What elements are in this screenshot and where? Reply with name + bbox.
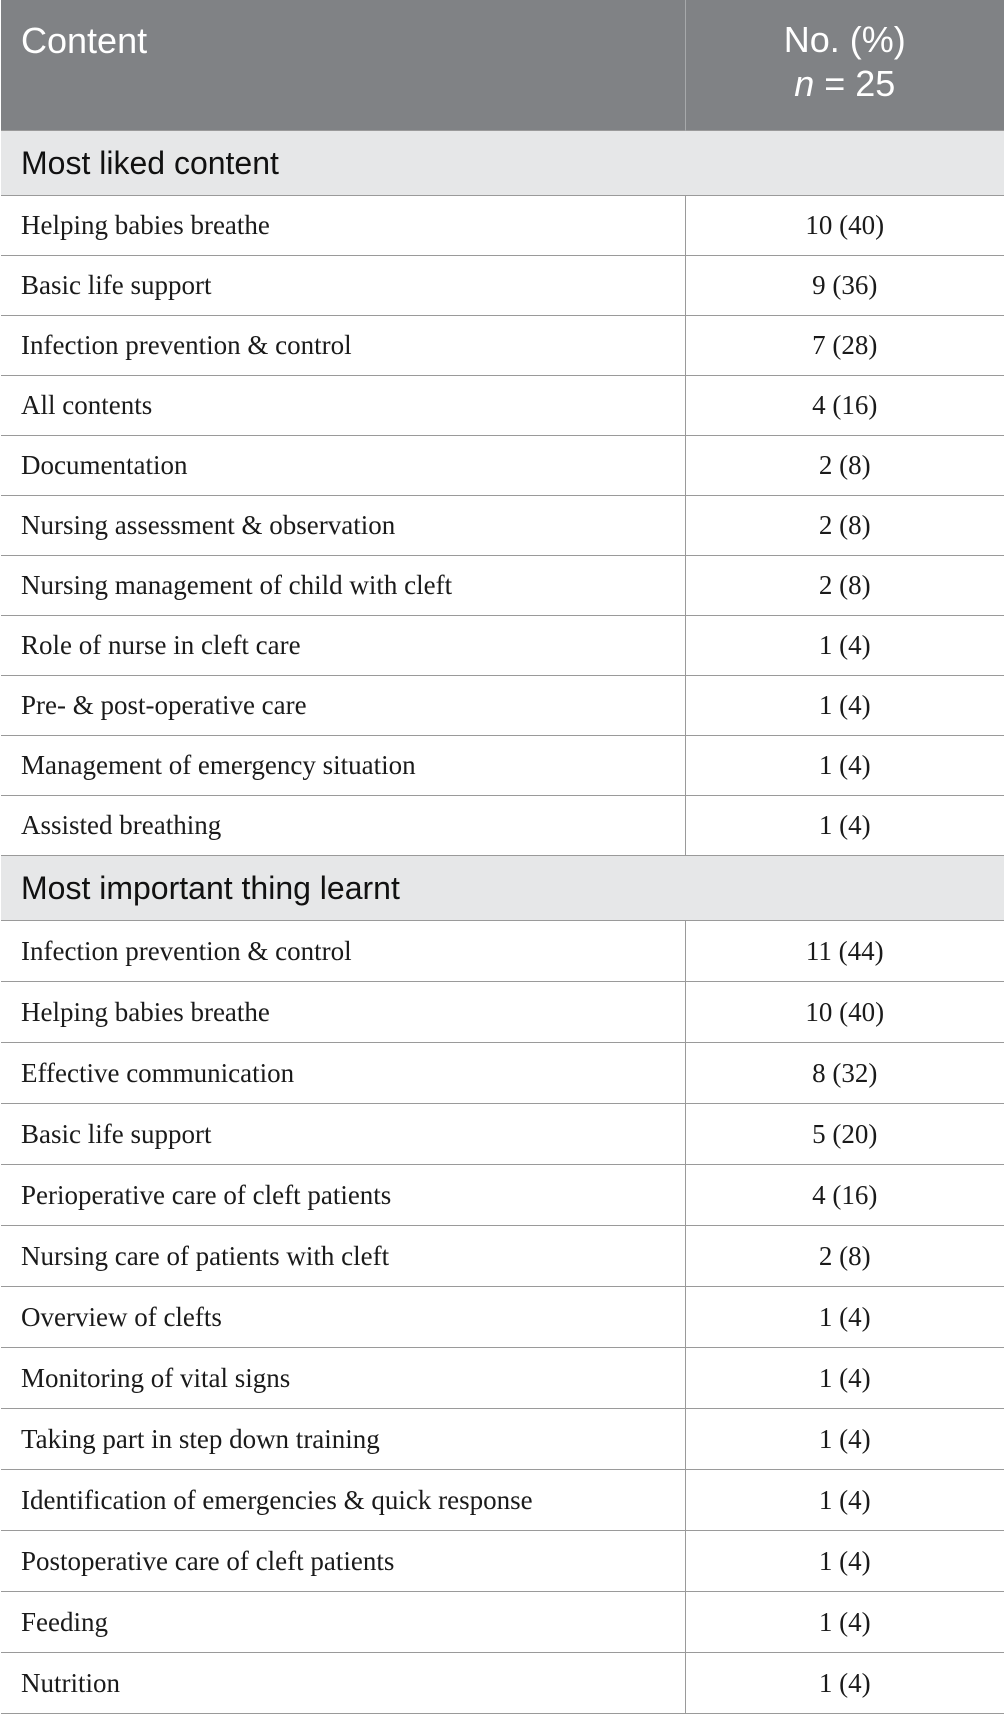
- table-row: [1, 616, 1004, 676]
- row-label: Identification of emergencies & quick response: [1, 1470, 685, 1531]
- row-label: Infection prevention & control: [1, 921, 685, 982]
- row-label: Role of nurse in cleft care: [1, 616, 685, 676]
- row-value: 10 (40): [685, 196, 1004, 256]
- table-row: [1, 1226, 1004, 1287]
- row-value: 11 (44): [685, 921, 1004, 982]
- row-value: 1 (4): [685, 796, 1004, 856]
- row-label: Infection prevention & control: [1, 316, 685, 376]
- section-title: Most liked content: [1, 131, 1004, 196]
- table-row: [1, 1592, 1004, 1653]
- row-label: Nursing assessment & observation: [1, 496, 685, 556]
- table-row: [1, 1287, 1004, 1348]
- header-row: [1, 0, 1004, 131]
- header-sample-size: [686, 62, 1005, 106]
- row-value: 1 (4): [685, 616, 1004, 676]
- row-label: Effective communication: [1, 1043, 685, 1104]
- section-title: Most important thing learnt: [1, 856, 1004, 921]
- row-value: 1 (4): [685, 1531, 1004, 1592]
- section-header: [1, 131, 1004, 196]
- table-row: [1, 736, 1004, 796]
- row-label: Postoperative care of cleft patients: [1, 1531, 685, 1592]
- row-label: All contents: [1, 376, 685, 436]
- table-row: [1, 436, 1004, 496]
- row-label: Management of emergency situation: [1, 736, 685, 796]
- row-value: 1 (4): [685, 1348, 1004, 1409]
- table-row: [1, 316, 1004, 376]
- row-label: Nursing management of child with cleft: [1, 556, 685, 616]
- content-table: [1, 0, 1004, 1714]
- section-most-liked: [1, 131, 1004, 856]
- row-value: 1 (4): [685, 1287, 1004, 1348]
- header-count-label: No. (%): [783, 19, 906, 60]
- table-row: [1, 676, 1004, 736]
- table-row: [1, 376, 1004, 436]
- table-row: [1, 196, 1004, 256]
- row-label: Assisted breathing: [1, 796, 685, 856]
- row-value: 2 (8): [685, 496, 1004, 556]
- table-row: [1, 256, 1004, 316]
- row-value: 5 (20): [685, 1104, 1004, 1165]
- row-value: 1 (4): [685, 1470, 1004, 1531]
- row-value: 1 (4): [685, 736, 1004, 796]
- row-value: 2 (8): [685, 1226, 1004, 1287]
- row-label: Documentation: [1, 436, 685, 496]
- row-value: 4 (16): [685, 376, 1004, 436]
- row-value: 1 (4): [685, 1592, 1004, 1653]
- row-value: 1 (4): [685, 676, 1004, 736]
- row-label: Basic life support: [1, 1104, 685, 1165]
- table-row: [1, 982, 1004, 1043]
- row-label: Monitoring of vital signs: [1, 1348, 685, 1409]
- table-row: [1, 921, 1004, 982]
- table-row: [1, 1348, 1004, 1409]
- row-value: 4 (16): [685, 1165, 1004, 1226]
- table-row: [1, 1043, 1004, 1104]
- row-label: Basic life support: [1, 256, 685, 316]
- row-value: 2 (8): [685, 556, 1004, 616]
- section-header: [1, 856, 1004, 921]
- row-label: Taking part in step down training: [1, 1409, 685, 1470]
- table-row: [1, 1104, 1004, 1165]
- section-most-important: [1, 856, 1004, 1714]
- header-count: [685, 0, 1004, 131]
- table-row: [1, 496, 1004, 556]
- row-label: Helping babies breathe: [1, 982, 685, 1043]
- row-label: Helping babies breathe: [1, 196, 685, 256]
- table-row: [1, 1165, 1004, 1226]
- row-label: Nutrition: [1, 1653, 685, 1714]
- row-label: Pre- & post-operative care: [1, 676, 685, 736]
- row-value: 1 (4): [685, 1409, 1004, 1470]
- row-value: 7 (28): [685, 316, 1004, 376]
- table-row: [1, 1470, 1004, 1531]
- row-label: Perioperative care of cleft patients: [1, 1165, 685, 1226]
- row-value: 9 (36): [685, 256, 1004, 316]
- header-content: Content: [1, 0, 685, 131]
- header-n-value: = 25: [814, 63, 896, 104]
- table-row: [1, 1409, 1004, 1470]
- row-label: Nursing care of patients with cleft: [1, 1226, 685, 1287]
- row-value: 1 (4): [685, 1653, 1004, 1714]
- row-value: 8 (32): [685, 1043, 1004, 1104]
- table-row: [1, 556, 1004, 616]
- row-label: Feeding: [1, 1592, 685, 1653]
- table-row: [1, 1531, 1004, 1592]
- table-row: [1, 796, 1004, 856]
- row-value: 2 (8): [685, 436, 1004, 496]
- row-value: 10 (40): [685, 982, 1004, 1043]
- table-row: [1, 1653, 1004, 1714]
- row-label: Overview of clefts: [1, 1287, 685, 1348]
- header-n-symbol: n: [794, 63, 815, 104]
